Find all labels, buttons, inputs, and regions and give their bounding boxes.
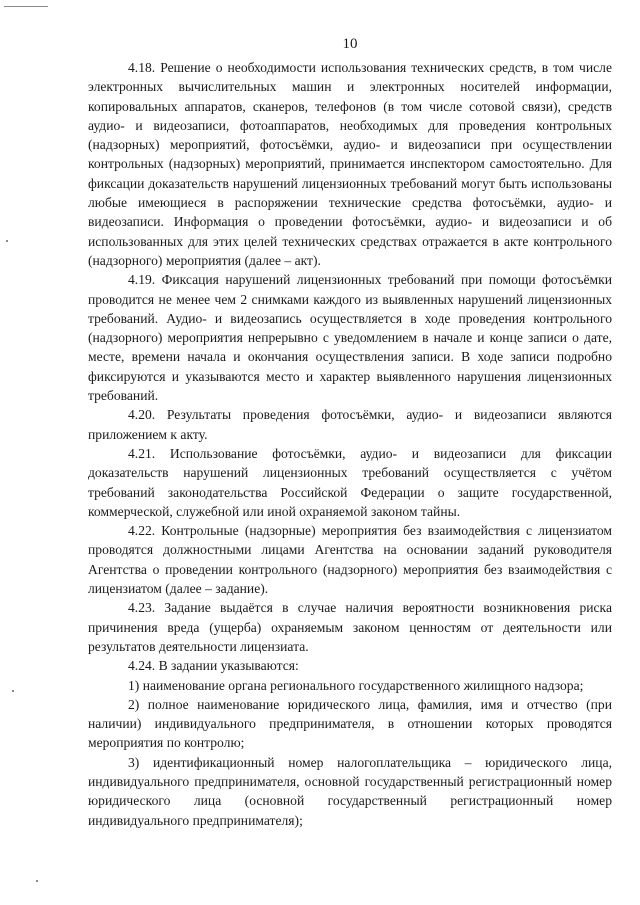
- paragraph-4-20: 4.20. Результаты проведения фотосъёмки, аудио- и видеозаписи являются приложением к акту.: [88, 407, 612, 442]
- paragraph-4-18: 4.18. Решение о необходимости использования технических средств, в том числе электронных вычислительных машин и электронных носителей информации, копировальных аппаратов, сканеров, телефонов (в том числе сотовой связи), средств аудио- и видеозаписи, фотоаппаратов, необходимых для проведения контрольных (надзорных) мероприятий, фотосъёмки, аудио- и видеозаписи при осуществлении контрольных (надзорных) мероприятий, принимается инспектором самостоятельно. Для фиксации доказательств нарушений лицензионных требований могут быть использованы любые имеющиеся в распоряжении технические средства фотосъёмки, аудио- и видеозаписи. Информация о проведении фотосъёмки, аудио- и видеозаписи и об использованных для этих целей технических средствах отражается в акте контрольного (надзорного) мероприятия (далее – акт).: [88, 60, 612, 268]
- scan-artifact: [6, 240, 8, 242]
- scan-artifact: [4, 6, 48, 7]
- paragraph-4-24: 4.24. В задании указываются:: [128, 658, 299, 674]
- list-item: 3) идентификационный номер налогоплательщика – юридического лица, индивидуального предпринимателя, основной государственный регистрационный номер юридического лица (основной государственный регистрационный номер индивидуального предпринимателя);: [88, 754, 612, 828]
- paragraph-4-19: 4.19. Фиксация нарушений лицензионных требований при помощи фотосъёмки проводится не менее чем 2 снимками каждого из выявленных нарушений лицензионных требований. Аудио- и видеозапись осуществляется в ходе проведения контрольного (надзорного) мероприятия непрерывно с уведомлением в начале и конце записи о дате, месте, времени начала и окончания осуществления записи. В ходе записи подробно фиксируются и указываются место и характер выявленного нарушения лицензионных требований.: [88, 272, 612, 404]
- scan-artifact: [36, 880, 38, 882]
- paragraph-4-23: 4.23. Задание выдаётся в случае наличия вероятности возникновения риска причинения вреда (ущерба) охраняемым законом ценностям от деятельности или результатов деятельности лицензиата.: [88, 600, 612, 654]
- paragraph-4-22: 4.22. Контрольные (надзорные) мероприятия без взаимодействия с лицензиатом проводятся должностными лицами Агентства на основании заданий руководителя Агентства о проведении контрольного (надзорного) мероприятия без взаимодействия с лицензиатом (далее – задание).: [88, 523, 612, 597]
- paragraph-4-21: 4.21. Использование фотосъёмки, аудио- и видеозаписи для фиксации доказательств нарушений лицензионных требований осуществляется с учётом требований законодательства Российской Федерации о защите государственной, коммерческой, служебной или иной охраняемой законом тайны.: [88, 445, 612, 519]
- scan-artifact: [12, 690, 14, 692]
- page-number: 10: [342, 36, 358, 52]
- document-body: [88, 58, 612, 830]
- list-item: 2) полное наименование юридического лица, фамилия, имя и отчество (при наличии) индивидуального предпринимателя, в отношении которых проводятся мероприятия по контролю;: [88, 696, 612, 751]
- list-item: 1) наименование органа регионального государственного жилищного надзора;: [128, 677, 584, 693]
